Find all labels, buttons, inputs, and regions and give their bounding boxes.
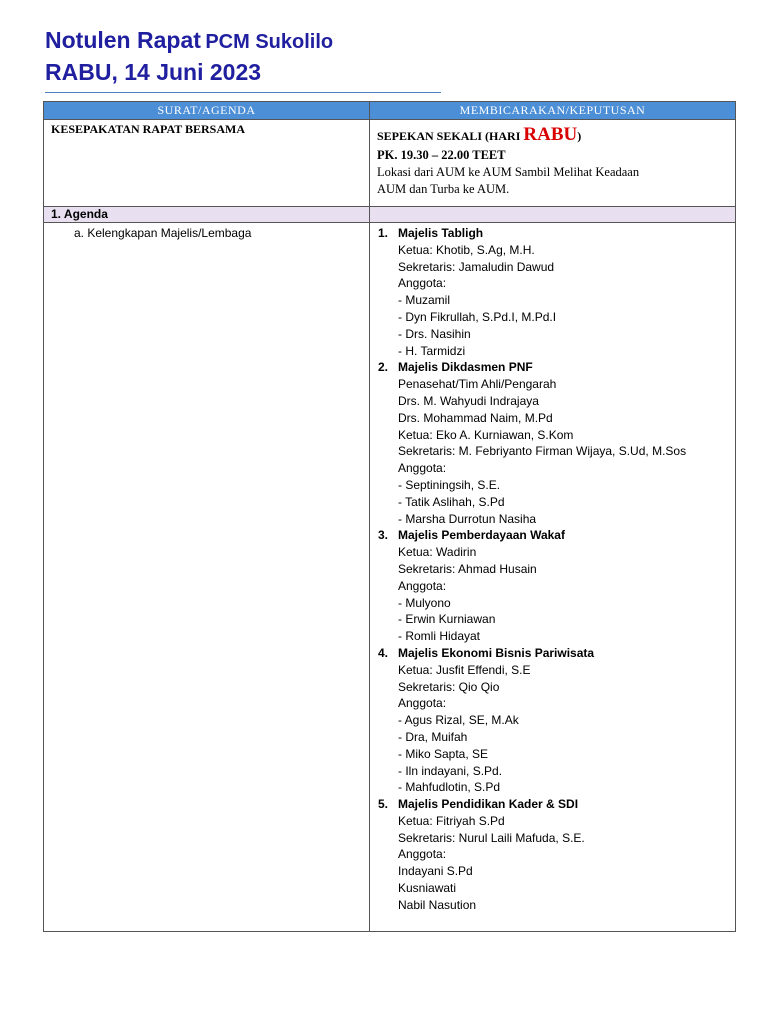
agreement-time: PK. 19.30 – 22.00 TEET <box>377 148 506 162</box>
council-member-line: - Tatik Aslihah, S.Pd <box>398 494 505 509</box>
council-member-line: - Miko Sapta, SE <box>398 746 489 761</box>
council-list <box>370 223 736 932</box>
council-member-line: - Mahfudlotin, S.Pd <box>398 780 501 795</box>
agreement-label: KESEPAKATAN RAPAT BERSAMA <box>44 120 370 207</box>
council-name: Majelis Pendidikan Kader & SDI <box>398 797 579 812</box>
council-number: 4. <box>378 645 389 660</box>
council-heading <box>378 359 735 376</box>
title-divider <box>45 92 441 93</box>
council-member-line: Sekretaris: Ahmad Husain <box>398 561 537 576</box>
council-member-line: Ketua: Fitriyah S.Pd <box>398 813 505 828</box>
header-decision: MEMBICARAKAN/KEPUTUSAN <box>370 102 736 120</box>
schedule-day: RABU <box>523 124 578 145</box>
council-member-line: Anggota: <box>398 461 447 476</box>
section-label: 1. Agenda <box>44 207 370 223</box>
council-number: 3. <box>378 528 389 543</box>
council-name: Majelis Tabligh <box>398 226 484 240</box>
council-member-line: Ketua: Eko A. Kurniawan, S.Kom <box>398 427 574 442</box>
council-member-line: Anggota: <box>398 847 447 862</box>
council-member-line: Sekretaris: Nurul Laili Mafuda, S.E. <box>398 830 585 845</box>
agreement-detail <box>370 120 736 207</box>
council-member-line: Sekretaris: M. Febriyanto Firman Wijaya, S.Ud, M.Sos <box>398 444 687 459</box>
council-member-line: - Mulyono <box>398 595 451 610</box>
council-member-line: - Dyn Fikrullah, S.Pd.I, M.Pd.I <box>398 309 557 324</box>
title-part-1: Notulen Rapat <box>45 27 201 53</box>
title-line-2 <box>45 58 441 90</box>
title-line-1 <box>45 26 441 58</box>
council-member-line: Ketua: Khotib, S.Ag, M.H. <box>398 242 535 257</box>
council-member-line: - Muzamil <box>398 293 451 308</box>
council-member-line: - Romli Hidayat <box>398 629 481 644</box>
council-heading <box>378 645 735 662</box>
council-name: Majelis Pemberdayaan Wakaf <box>398 528 565 543</box>
council-member-line: - Drs. Nasihin <box>398 326 471 341</box>
agreement-location-2: AUM dan Turba ke AUM. <box>377 182 510 196</box>
minutes-table <box>43 101 736 932</box>
council-member-line: Drs. Mohammad Naim, M.Pd <box>398 410 553 425</box>
agreement-row <box>44 120 736 207</box>
council-member-line: - Septiningsih, S.E. <box>398 477 501 492</box>
agreement-location-1: Lokasi dari AUM ke AUM Sambil Melihat Keadaan <box>377 165 640 179</box>
council-member-line: - Dra, Muifah <box>398 729 468 744</box>
council-member-line: Sekretaris: Qio Qio <box>398 679 500 694</box>
council-member-line: Ketua: Wadirin <box>398 545 477 560</box>
agenda-row <box>44 223 736 932</box>
header-agenda: SURAT/AGENDA <box>44 102 370 120</box>
schedule-text: SEPEKAN SEKALI (HARI <box>377 129 524 143</box>
council-member-line: - Iln indayani, S.Pd. <box>398 763 503 778</box>
agenda-item: a. Kelengkapan Majelis/Lembaga <box>44 223 370 932</box>
council-member-line: Drs. M. Wahyudi Indrajaya <box>398 393 539 408</box>
council-heading <box>378 225 735 242</box>
section-row <box>44 207 736 223</box>
council-number: 2. <box>378 360 389 375</box>
schedule-close: ) <box>577 129 582 143</box>
council-member-line: Indayani S.Pd <box>398 864 473 879</box>
council-heading <box>378 796 735 813</box>
title-part-2: PCM Sukolilo <box>205 31 334 53</box>
council-member-line: - Erwin Kurniawan <box>398 612 496 627</box>
section-empty <box>370 207 736 223</box>
council-member-line: Anggota: <box>398 276 447 291</box>
council-member-line: Anggota: <box>398 578 447 593</box>
council-number: 1. <box>378 226 389 240</box>
council-member-line: Sekretaris: Jamaludin Dawud <box>398 259 555 274</box>
agreement-schedule <box>377 124 728 147</box>
council-heading <box>378 527 735 544</box>
table-header-row <box>44 102 736 120</box>
council-member-line: - Agus Rizal, SE, M.Ak <box>398 713 519 728</box>
council-name: Majelis Ekonomi Bisnis Pariwisata <box>398 645 595 660</box>
council-member-line: Anggota: <box>398 696 447 711</box>
document-title <box>45 26 441 93</box>
council-number: 5. <box>378 797 389 812</box>
meeting-date: RABU, 14 Juni 2023 <box>45 59 262 85</box>
council-member-line: - H. Tarmidzi <box>398 343 466 358</box>
council-member-line: Kusniawati <box>398 881 457 896</box>
council-member-line: Ketua: Jusfit Effendi, S.E <box>398 662 531 677</box>
council-name: Majelis Dikdasmen PNF <box>398 360 533 375</box>
council-member-line: Nabil Nasution <box>398 897 477 912</box>
council-member-line: - Marsha Durrotun Nasiha <box>398 511 537 526</box>
council-member-line: Penasehat/Tim Ahli/Pengarah <box>398 377 557 392</box>
